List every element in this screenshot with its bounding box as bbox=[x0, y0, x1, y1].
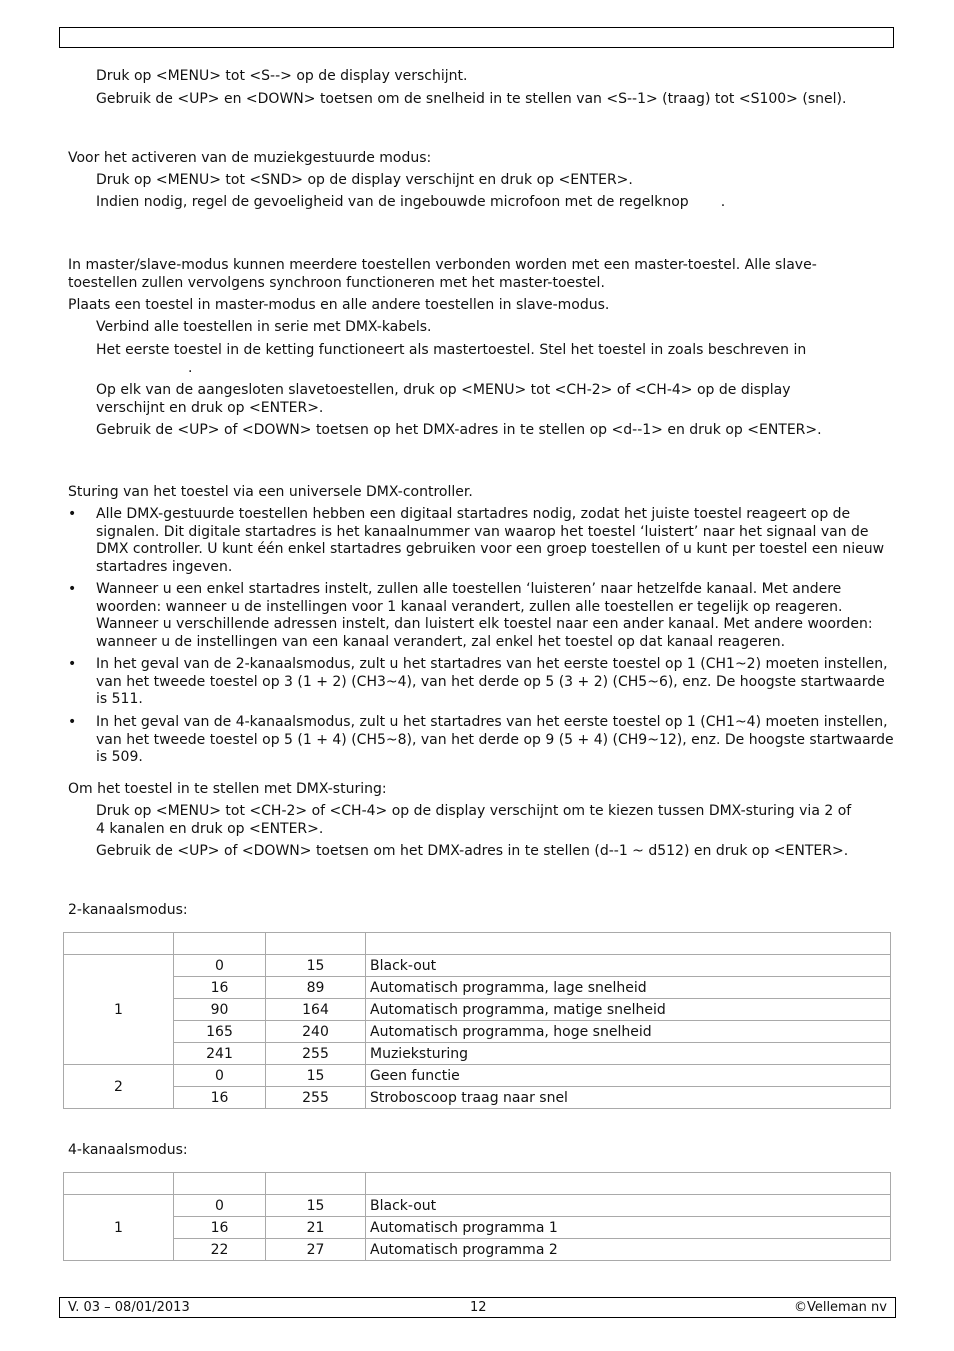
range-from: 90 bbox=[174, 999, 266, 1021]
table-row bbox=[64, 1065, 891, 1087]
bullet-marker: • bbox=[68, 714, 77, 730]
master-slave-step-4: Gebruik de <UP> of <DOWN> toetsen op het DMX-adres in te stellen op <d--1> en druk op <ENTER>. bbox=[96, 422, 822, 438]
bullet-marker: • bbox=[68, 656, 77, 672]
range-to: 15 bbox=[266, 1195, 366, 1217]
table-row bbox=[64, 1239, 891, 1261]
range-from: 22 bbox=[174, 1239, 266, 1261]
footer-version: V. 03 – 08/01/2013 bbox=[68, 1300, 190, 1315]
function-cell: Automatisch programma, hoge snelheid bbox=[366, 1021, 891, 1043]
range-to: 15 bbox=[266, 955, 366, 977]
master-slave-place: Plaats een toestel in master-modus en alle andere toestellen in slave-modus. bbox=[68, 297, 610, 313]
dmx-bullet-4: In het geval van de 4-kanaalsmodus, zult u het startadres van het eerste toestel op 1 (CH1~4) moeten instellen, van het tweede toestel op 5 (1 + 4) (CH5~8), van het derde op 9 (5 + 4) (CH9~12), enz. De hoogste startwaarde is 509. bbox=[96, 714, 894, 765]
table-4ch-label: 4-kanaalsmodus: bbox=[68, 1142, 188, 1158]
header-cell bbox=[174, 1173, 266, 1195]
range-from: 165 bbox=[174, 1021, 266, 1043]
dmx-bullet-1: Alle DMX-gestuurde toestellen hebben een digitaal startadres nodig, zodat het juiste toestel reageert op de signalen. Dit digitale startadres is het kanaalnummer van waarop het toestel ‘luistert’ naar het signaal van de DMX controller. U kunt één enkel startadres gebruiken voor een groep toestellen of u kunt per toestel een nieuw startadres ingeven. bbox=[96, 506, 885, 575]
table-row bbox=[64, 955, 891, 977]
channel-cell: 1 bbox=[64, 955, 174, 1065]
range-from: 16 bbox=[174, 977, 266, 999]
table-2ch bbox=[63, 932, 891, 1109]
range-to: 89 bbox=[266, 977, 366, 999]
table-4ch bbox=[63, 1172, 891, 1261]
header-cell bbox=[366, 933, 891, 955]
range-from: 16 bbox=[174, 1217, 266, 1239]
function-cell: Automatisch programma 1 bbox=[366, 1217, 891, 1239]
dmx-intro: Sturing van het toestel via een universele DMX-controller. bbox=[68, 484, 473, 500]
range-to: 15 bbox=[266, 1065, 366, 1087]
function-cell: Stroboscoop traag naar snel bbox=[366, 1087, 891, 1109]
bullet-marker: • bbox=[68, 581, 77, 597]
sound-step-2: Indien nodig, regel de gevoeligheid van de ingebouwde microfoon met de regelknop . bbox=[96, 194, 726, 210]
header-cell bbox=[174, 933, 266, 955]
master-slave-step-1: Verbind alle toestellen in serie met DMX-kabels. bbox=[96, 319, 432, 335]
master-slave-step-2-end: . bbox=[188, 360, 193, 376]
master-slave-step-3-line-2: verschijnt en druk op <ENTER>. bbox=[96, 400, 324, 416]
page-header-box bbox=[59, 27, 894, 48]
range-from: 0 bbox=[174, 955, 266, 977]
sound-intro: Voor het activeren van de muziekgestuurde modus: bbox=[68, 150, 432, 166]
channel-cell: 2 bbox=[64, 1065, 174, 1109]
header-cell bbox=[64, 933, 174, 955]
dmx-setup-step-1-line-2: 4 kanalen en druk op <ENTER>. bbox=[96, 821, 324, 837]
function-cell: Black-out bbox=[366, 1195, 891, 1217]
range-to: 255 bbox=[266, 1087, 366, 1109]
table-header-row bbox=[64, 1173, 891, 1195]
master-slave-intro-line-1: In master/slave-modus kunnen meerdere toestellen verbonden worden met een master-toestel. Alle slave- bbox=[68, 257, 817, 273]
sound-step-1: Druk op <MENU> tot <SND> op de display verschijnt en druk op <ENTER>. bbox=[96, 172, 633, 188]
speed-step-2: Gebruik de <UP> en <DOWN> toetsen om de snelheid in te stellen van <S--1> (traag) tot <S100> (snel). bbox=[96, 91, 847, 107]
table-row bbox=[64, 1217, 891, 1239]
dmx-setup-step-2: Gebruik de <UP> of <DOWN> toetsen om het DMX-adres in te stellen (d--1 ~ d512) en druk op <ENTER>. bbox=[96, 843, 849, 859]
dmx-bullet-2: Wanneer u een enkel startadres instelt, zullen alle toestellen ‘luisteren’ naar hetzelfde kanaal. Met andere woorden: wanneer u de instellingen voor 1 kanaal verandert, zullen alle toestellen er tegelijk op reageren. Wanneer u verschillende adressen instelt, dan luistert elk toestel naar een ander kanaal. Met andere woorden: wanneer u de instellingen van een kanaal verandert, zal enkel het toestel op dat kanaal reageren. bbox=[96, 581, 873, 650]
speed-step-1: Druk op <MENU> tot <S--> op de display verschijnt. bbox=[96, 68, 468, 84]
page-footer bbox=[59, 1297, 896, 1318]
dmx-bullet-3: In het geval van de 2-kanaalsmodus, zult u het startadres van het eerste toestel op 1 (CH1~2) moeten instellen, van het tweede toestel op 3 (1 + 2) (CH3~4), van het derde op 5 (3 + 2) (CH5~6), enz. De hoogste startwaarde is 511. bbox=[96, 656, 888, 707]
range-to: 164 bbox=[266, 999, 366, 1021]
function-cell: Geen functie bbox=[366, 1065, 891, 1087]
table-row bbox=[64, 1195, 891, 1217]
master-slave-intro-line-2: toestellen zullen vervolgens synchroon functioneren met het master-toestel. bbox=[68, 275, 605, 291]
header-cell bbox=[266, 933, 366, 955]
function-cell: Automatisch programma, lage snelheid bbox=[366, 977, 891, 999]
table-row bbox=[64, 977, 891, 999]
range-to: 240 bbox=[266, 1021, 366, 1043]
range-to: 255 bbox=[266, 1043, 366, 1065]
range-to: 27 bbox=[266, 1239, 366, 1261]
bullet-marker: • bbox=[68, 506, 77, 522]
header-cell bbox=[64, 1173, 174, 1195]
table-row bbox=[64, 999, 891, 1021]
footer-copyright: ©Velleman nv bbox=[793, 1300, 887, 1315]
function-cell: Automatisch programma, matige snelheid bbox=[366, 999, 891, 1021]
range-to: 21 bbox=[266, 1217, 366, 1239]
range-from: 16 bbox=[174, 1087, 266, 1109]
table-row bbox=[64, 1021, 891, 1043]
table-row bbox=[64, 1043, 891, 1065]
table-row bbox=[64, 1087, 891, 1109]
dmx-setup-intro: Om het toestel in te stellen met DMX-sturing: bbox=[68, 781, 387, 797]
master-slave-step-2: Het eerste toestel in de ketting functioneert als mastertoestel. Stel het toestel in zoals beschreven in bbox=[96, 342, 807, 358]
header-cell bbox=[366, 1173, 891, 1195]
table-header-row bbox=[64, 933, 891, 955]
function-cell: Black-out bbox=[366, 955, 891, 977]
channel-cell: 1 bbox=[64, 1195, 174, 1261]
function-cell: Automatisch programma 2 bbox=[366, 1239, 891, 1261]
range-from: 0 bbox=[174, 1065, 266, 1087]
range-from: 0 bbox=[174, 1195, 266, 1217]
master-slave-step-3-line-1: Op elk van de aangesloten slavetoestellen, druk op <MENU> tot <CH-2> of <CH-4> op de display bbox=[96, 382, 791, 398]
range-from: 241 bbox=[174, 1043, 266, 1065]
function-cell: Muzieksturing bbox=[366, 1043, 891, 1065]
table-2ch-label: 2-kanaalsmodus: bbox=[68, 902, 188, 918]
header-cell bbox=[266, 1173, 366, 1195]
footer-page-number: 12 bbox=[470, 1300, 487, 1315]
dmx-setup-step-1-line-1: Druk op <MENU> tot <CH-2> of <CH-4> op de display verschijnt om te kiezen tussen DMX-sturing via 2 of bbox=[96, 803, 852, 819]
